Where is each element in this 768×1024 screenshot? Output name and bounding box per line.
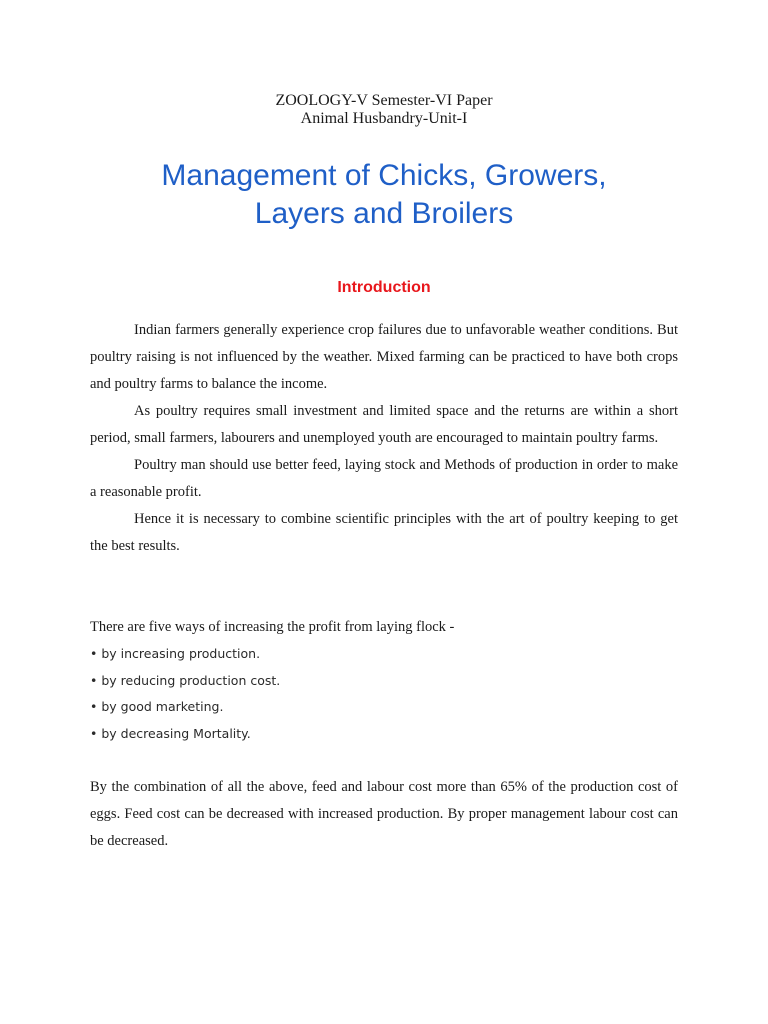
title-line-1: Management of Chicks, Growers, (161, 159, 607, 192)
list-item: • by reducing production cost. (90, 672, 281, 688)
ways-list (90, 641, 678, 747)
paragraph: As poultry requires small investment and limited space and the returns are within a short period, small farmers, labourers and unemployed youth are encouraged to maintain poultry farms. (90, 403, 678, 446)
paragraph: Indian farmers generally experience crop failures due to unfavorable weather conditions. But poultry raising is not influenced by the weather. Mixed farming can be practiced to have both crops and poultry farms to balance the income. (90, 322, 678, 392)
page-title (0, 157, 768, 233)
ways-block (90, 614, 678, 747)
title-line-2: Layers and Broilers (254, 197, 514, 230)
paragraph: Poultry man should use better feed, laying stock and Methods of production in order to make a reasonable profit. (90, 457, 678, 500)
closing-block (90, 774, 678, 855)
list-item: • by increasing production. (90, 646, 261, 661)
ways-intro: There are five ways of increasing the profit from laying flock - (90, 619, 455, 635)
paragraph: Hence it is necessary to combine scientific principles with the art of poultry keeping to get the best results. (90, 511, 678, 554)
section-heading: Introduction (337, 279, 431, 296)
list-item: • by decreasing Mortality. (90, 725, 251, 741)
course-line: ZOOLOGY-V Semester-VI Paper (275, 92, 493, 109)
course-header (0, 92, 768, 128)
unit-line: Animal Husbandry-Unit-I (300, 110, 468, 127)
introduction-body (90, 317, 678, 560)
list-item: • by good marketing. (90, 699, 224, 714)
closing-paragraph: By the combination of all the above, feed and labour cost more than 65% of the production cost of eggs. Feed cost can be decreased with increased production. By proper management labour cost can be decreased. (90, 779, 678, 849)
